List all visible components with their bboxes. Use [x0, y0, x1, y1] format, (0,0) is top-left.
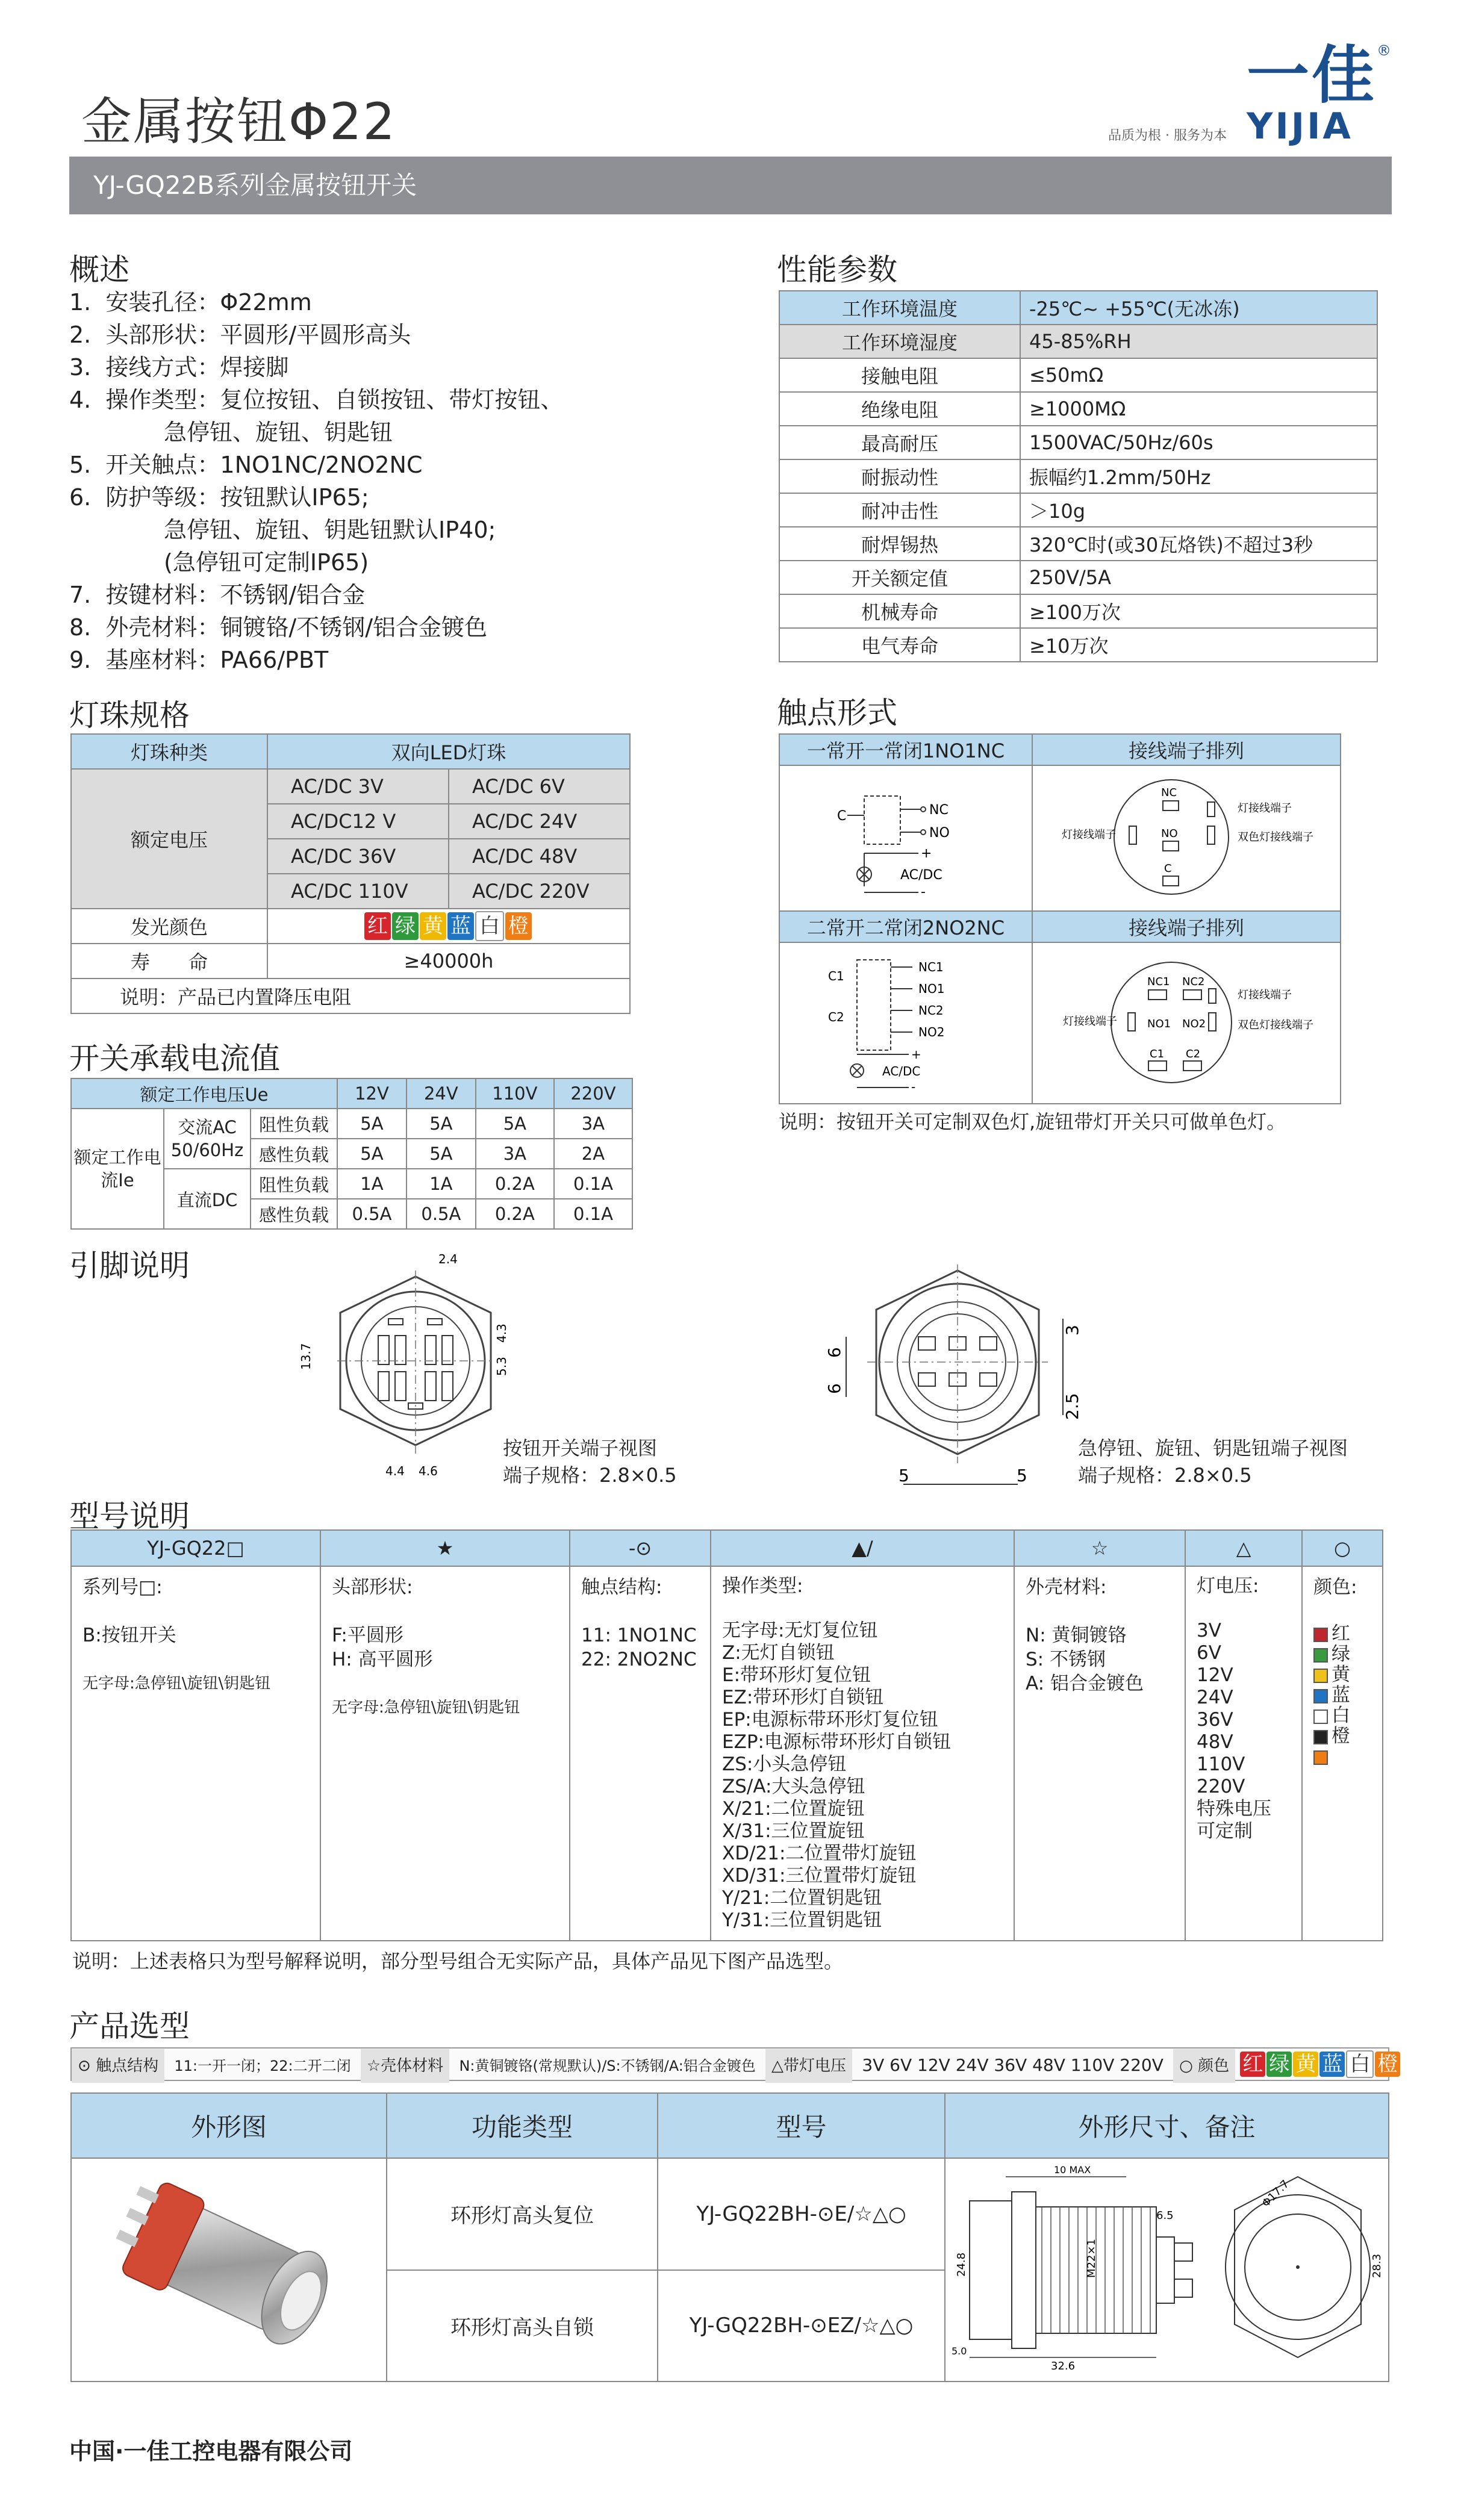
legend-contact-label: 触点结构 — [96, 2057, 159, 2075]
lbl-plus: + — [911, 1047, 921, 1062]
color-swatch: 绿 — [392, 912, 419, 940]
lbl-c2: C2 — [828, 1010, 844, 1024]
perf-key: 电气寿命 — [779, 628, 1020, 662]
model-line: Y/21:二位置钥匙钮 — [722, 1887, 882, 1909]
led-volt: AC/DC 220V — [449, 874, 630, 909]
model-line: S: 不锈钢 — [1026, 1649, 1106, 1670]
model-color-label: 绿 — [1332, 1643, 1350, 1665]
perf-key: 工作环境温度 — [779, 291, 1020, 325]
performance-row — [779, 527, 1377, 561]
dim-label: 4.4 — [385, 1464, 405, 1478]
color-square-icon — [1313, 1648, 1328, 1663]
led-volt: AC/DC 3V — [267, 769, 449, 804]
model-head: ☆ — [1014, 1530, 1185, 1566]
dim-label: 6 — [824, 1383, 844, 1394]
model-title: 型号说明 — [69, 1499, 190, 1534]
perf-value: 45-85%RH — [1020, 325, 1377, 358]
overview-item: 1. 安装孔径：Φ22mm — [69, 289, 312, 316]
color-square-icon — [1313, 1689, 1328, 1703]
sel-func: 环形灯高头自锁 — [387, 2270, 658, 2382]
model-line: ZS/A:大头急停钮 — [722, 1776, 865, 1797]
lbl-c: C — [1164, 862, 1172, 875]
current-cell: 3A — [554, 1109, 632, 1139]
performance-row — [779, 325, 1377, 358]
pins-title: 引脚说明 — [69, 1248, 190, 1283]
performance-row — [779, 594, 1377, 628]
model-line: 头部形状: — [332, 1576, 413, 1598]
model-color-item — [1313, 1644, 1371, 1664]
model-line: EP:电源标带环形灯复位钮 — [722, 1709, 938, 1731]
dim-label: 5 — [1017, 1466, 1027, 1486]
legend-color: ○ 颜色 — [1173, 2049, 1235, 2083]
performance-row — [779, 291, 1377, 325]
led-life-value: ≥40000h — [267, 944, 630, 978]
model-color-item — [1313, 1623, 1371, 1644]
lbl-c1: C1 — [1150, 1048, 1165, 1060]
model-line: 系列号□: — [83, 1576, 163, 1598]
performance-row — [779, 493, 1377, 527]
model-line — [722, 1598, 1003, 1620]
model-line: F:平圆形 — [332, 1625, 403, 1646]
performance-row — [779, 358, 1377, 392]
perf-value: ≤50mΩ — [1020, 358, 1377, 392]
current-cell: 0.5A — [337, 1199, 407, 1229]
model-contact-column — [570, 1566, 711, 1941]
lbl-no1: NO1 — [918, 982, 945, 996]
lbl-dual: 双色灯接线端子 — [1238, 831, 1313, 844]
model-line: ZS:小头急停钮 — [722, 1753, 847, 1775]
contact-terminal-header: 接线端子排列 — [1032, 734, 1341, 765]
led-rated-label: 额定电压 — [71, 769, 267, 909]
current-rated-label: 额定工作电流Ie — [71, 1109, 164, 1229]
perf-value: 1500VAC/50Hz/60s — [1020, 426, 1377, 459]
model-line: 6V — [1197, 1642, 1221, 1664]
model-line — [581, 1599, 699, 1623]
perf-value: -25℃~ +55℃(无冰冻) — [1020, 291, 1377, 325]
model-line: 220V — [1197, 1776, 1245, 1797]
current-cell: 0.5A — [407, 1199, 476, 1229]
current-ac-label: 交流AC 50/60Hz — [164, 1109, 251, 1169]
color-swatch: 黄 — [1293, 2052, 1318, 2077]
contact-1no1nc-header: 一常开一常闭1NO1NC — [779, 734, 1032, 765]
model-line: 24V — [1197, 1687, 1233, 1708]
model-line: 12V — [1197, 1664, 1233, 1686]
model-line: 外壳材料: — [1026, 1576, 1107, 1598]
perf-key: 接触电阻 — [779, 358, 1020, 392]
overview-item: 3. 接线方式：焊接脚 — [69, 354, 289, 381]
lbl-lamp: 灯接线端子 — [1238, 989, 1292, 1001]
perf-key: 开关额定值 — [779, 561, 1020, 594]
current-load-label: 感性负载 — [251, 1139, 337, 1169]
led-life-label: 寿 命 — [71, 944, 267, 978]
sel-head: 功能类型 — [387, 2093, 658, 2158]
led-table — [70, 733, 631, 1014]
overview-item: (急停钮可定制IP65) — [69, 549, 369, 576]
model-line: XD/31:三位置带灯旋钮 — [722, 1865, 917, 1887]
model-line: 22: 2NO2NC — [581, 1649, 697, 1670]
model-line — [1197, 1598, 1291, 1620]
led-color-label: 发光颜色 — [71, 909, 267, 944]
model-color-item — [1313, 1705, 1371, 1726]
model-line: Y/31:三位置钥匙钮 — [722, 1909, 882, 1931]
model-line: 无字母:急停钮\旋钮\钥匙钮 — [83, 1675, 271, 1693]
page-title: 金属按钮Φ22 — [81, 92, 397, 151]
dim-label: 5 — [899, 1466, 909, 1486]
pins-spec-1: 端子规格：2.8×0.5 — [503, 1464, 677, 1487]
current-cell: 5A — [337, 1139, 407, 1169]
model-line: Z:无灯自锁钮 — [722, 1642, 835, 1664]
overview-item: 6. 防护等级：按钮默认IP65; — [69, 484, 369, 511]
model-line: A: 铝合金镀色 — [1026, 1673, 1144, 1694]
led-volt: AC/DC 6V — [449, 769, 630, 804]
dim-label: Φ17.7 — [1259, 2177, 1292, 2210]
model-line: 特殊电压 — [1197, 1798, 1271, 1820]
dim-label: 24.8 — [955, 2252, 968, 2277]
model-line: 无字母:急停钮\旋钮\钥匙钮 — [332, 1699, 520, 1717]
current-volt: 220V — [554, 1078, 632, 1109]
color-swatch: 红 — [364, 912, 391, 940]
model-line: X/21:二位置旋钮 — [722, 1798, 865, 1820]
lbl-minus: - — [911, 1080, 916, 1094]
current-cell: 0.1A — [554, 1169, 632, 1199]
pins-caption-2: 急停钮、旋钮、钥匙钮端子视图 — [1078, 1437, 1348, 1460]
sel-head: 型号 — [658, 2093, 945, 2158]
led-kind-header: 双向LED灯珠 — [267, 734, 630, 769]
current-volt: 24V — [407, 1078, 476, 1109]
dim-label: 2.5 — [1062, 1393, 1082, 1420]
current-cell: 3A — [476, 1139, 554, 1169]
lbl-no: NO — [929, 826, 950, 841]
product-photo-cell — [71, 2158, 387, 2382]
color-swatch: 黄 — [420, 912, 446, 940]
lbl-acdc: AC/DC — [882, 1064, 921, 1078]
sel-model: YJ-GQ22BH-⊙E/☆△○ — [658, 2158, 945, 2270]
pins-spec-2: 端子规格：2.8×0.5 — [1078, 1464, 1252, 1487]
model-color-item — [1313, 1726, 1371, 1746]
current-cell: 1A — [407, 1169, 476, 1199]
model-line: EZP:电源标带环形灯自锁钮 — [722, 1731, 951, 1753]
model-line: 触点结构: — [581, 1576, 662, 1598]
model-color-label: 黄 — [1332, 1664, 1350, 1685]
model-line — [83, 1647, 309, 1672]
current-dc-label: 直流DC — [164, 1169, 251, 1229]
circuit-2no2nc-diagram — [780, 943, 1032, 1101]
contacts-table — [779, 733, 1341, 1104]
logo-reg: ® — [1377, 42, 1391, 59]
overview-item: 8. 外壳材料：铜镀铬/不锈钢/铝合金镀色 — [69, 614, 488, 641]
led-volt: AC/DC 36V — [267, 839, 449, 874]
model-line: 36V — [1197, 1709, 1233, 1731]
current-load-label: 阻性负载 — [251, 1169, 337, 1199]
model-head: -⊙ — [570, 1530, 711, 1566]
model-line: 3V — [1197, 1620, 1221, 1641]
color-swatch: 白 — [475, 911, 504, 941]
lbl-lamp: 灯接线端子 — [1063, 1015, 1117, 1028]
model-line: 110V — [1197, 1753, 1245, 1775]
logo-en: YIJIA — [1247, 105, 1353, 148]
dim-label: 28.3 — [1371, 2253, 1383, 2278]
model-line: N: 黄铜镀铬 — [1026, 1625, 1127, 1646]
contacts-title: 触点形式 — [777, 695, 897, 730]
lbl-nc2: NC2 — [918, 1003, 944, 1018]
terminal-1no1nc-diagram — [1033, 766, 1340, 908]
model-line: 无字母:无灯复位钮 — [722, 1620, 878, 1641]
overview-list — [69, 286, 762, 676]
lbl-nc1: NC1 — [1147, 975, 1170, 988]
color-swatch: 绿 — [1266, 2052, 1292, 2077]
led-title: 灯珠规格 — [69, 698, 190, 733]
lbl-c: C — [837, 809, 847, 824]
model-shell-column — [1014, 1566, 1185, 1941]
led-volt: AC/DC12 V — [267, 804, 449, 839]
overview-item: 2. 头部形状：平圆形/平圆形高头 — [69, 322, 411, 348]
model-line: 灯电压: — [1197, 1575, 1259, 1597]
led-volt: AC/DC 24V — [449, 804, 630, 839]
led-type-header: 灯珠种类 — [71, 734, 267, 769]
contacts-note: 说明：按钮开关可定制双色灯,旋钮带灯开关只可做单色灯。 — [779, 1110, 1286, 1133]
brand-logo — [1247, 39, 1391, 148]
model-line — [332, 1599, 558, 1623]
slogan: 品质为根 · 服务为本 — [1108, 128, 1227, 143]
current-load-label: 感性负载 — [251, 1199, 337, 1229]
legend-color-swatches — [1240, 2052, 1401, 2076]
dim-label: 3 — [1062, 1325, 1082, 1336]
dim-label: 32.6 — [1051, 2360, 1076, 2372]
led-note: 说明：产品已内置降压电阻 — [71, 978, 630, 1013]
sel-head: 外形尺寸、备注 — [945, 2093, 1389, 2158]
color-square-icon — [1313, 1730, 1328, 1744]
model-head: YJ-GQ22□ — [71, 1530, 320, 1566]
perf-key: 最高耐压 — [779, 426, 1020, 459]
series-banner: YJ-GQ22B系列金属按钮开关 — [69, 157, 1392, 214]
current-cell: 0.2A — [476, 1199, 554, 1229]
model-line — [1026, 1599, 1174, 1623]
perf-key: 耐冲击性 — [779, 493, 1020, 527]
legend-lamp-label: △带灯电压 — [765, 2049, 852, 2083]
color-swatch: 橙 — [505, 912, 532, 940]
lbl-no: NO — [1161, 827, 1178, 840]
model-line: XD/21:二位置带灯旋钮 — [722, 1843, 917, 1864]
dim-label: 6 — [824, 1347, 844, 1358]
lbl-nc: NC — [929, 803, 949, 818]
current-cell: 2A — [554, 1139, 632, 1169]
led-color-swatches — [267, 909, 630, 944]
logo-cn: 一佳 — [1247, 39, 1377, 112]
model-line: EZ:带环形灯自锁钮 — [722, 1687, 884, 1708]
perf-value: 振幅约1.2mm/50Hz — [1020, 459, 1377, 493]
model-head-shape-column — [320, 1566, 570, 1941]
dim-label: 5.3 — [494, 1357, 509, 1376]
legend-contact-value: 11:一开一闭；22:二开二闭 — [174, 2058, 351, 2074]
legend-shell-label: ☆壳体材料 — [361, 2049, 449, 2083]
lbl-lamp: 灯接线端子 — [1238, 802, 1292, 815]
color-swatch: 橙 — [1375, 2052, 1400, 2077]
overview-item: 4. 操作类型：复位按钮、自锁按钮、带灯按钮、 — [69, 387, 564, 413]
lbl-c1: C1 — [828, 969, 844, 983]
perf-key: 绝缘电阻 — [779, 392, 1020, 426]
current-volt: 110V — [476, 1078, 554, 1109]
lbl-lamp: 灯接线端子 — [1062, 829, 1116, 841]
legend-color-label: 颜色 — [1198, 2057, 1230, 2075]
contact-terminal-header: 接线端子排列 — [1032, 911, 1341, 942]
lbl-nc2: NC2 — [1182, 975, 1205, 988]
perf-value: ＞10g — [1020, 493, 1377, 527]
overview-item: 5. 开关触点：1NO1NC/2NO2NC — [69, 452, 423, 478]
performance-row — [779, 459, 1377, 493]
model-line: H: 高平圆形 — [332, 1649, 433, 1670]
model-color-label: 白 — [1332, 1705, 1350, 1726]
model-line: X/31:三位置旋钮 — [722, 1820, 865, 1842]
current-cell: 0.1A — [554, 1199, 632, 1229]
overview-title: 概述 — [69, 252, 129, 287]
performance-title: 性能参数 — [777, 252, 897, 287]
model-lamp-voltage-column — [1185, 1566, 1302, 1941]
model-color-item — [1313, 1685, 1371, 1705]
color-swatch: 蓝 — [447, 912, 474, 940]
lbl-minus: - — [921, 885, 926, 900]
current-cell: 5A — [407, 1139, 476, 1169]
model-color-item — [1313, 1746, 1371, 1767]
model-head: ★ — [320, 1530, 570, 1566]
current-cell: 1A — [337, 1169, 407, 1199]
lbl-plus: + — [921, 846, 932, 861]
dim-label: 5.0 — [952, 2345, 967, 2357]
current-cell: 5A — [337, 1109, 407, 1139]
model-line — [83, 1599, 309, 1623]
color-square-icon — [1313, 1628, 1328, 1642]
led-volt: AC/DC 110V — [267, 874, 449, 909]
model-color-item — [1313, 1664, 1371, 1685]
model-line — [332, 1672, 558, 1696]
model-line: 48V — [1197, 1731, 1233, 1753]
performance-table — [779, 290, 1378, 662]
overview-item: 急停钮、旋钮、钥匙钮 — [69, 419, 393, 446]
perf-key: 耐振动性 — [779, 459, 1020, 493]
contact-2no2nc-header: 二常开二常闭2NO2NC — [779, 911, 1032, 942]
current-load-label: 阻性负载 — [251, 1109, 337, 1139]
lbl-no2: NO2 — [1182, 1018, 1206, 1030]
model-color-label: 蓝 — [1332, 1684, 1350, 1706]
dim-label: M22×1 — [1085, 2239, 1098, 2278]
perf-key: 工作环境湿度 — [779, 325, 1020, 358]
dimension-drawing — [945, 2159, 1388, 2375]
dim-label: 4.3 — [494, 1324, 509, 1343]
circuit-1no1nc-diagram — [780, 766, 1032, 908]
lbl-no1: NO1 — [1147, 1018, 1171, 1030]
current-title: 开关承载电流值 — [69, 1041, 280, 1076]
model-head: △ — [1185, 1530, 1302, 1566]
dim-label: 6.5 — [1156, 2209, 1174, 2222]
sel-func: 环形灯高头复位 — [387, 2158, 658, 2270]
dim-label: 4.6 — [419, 1464, 438, 1478]
emergency-terminal-view — [819, 1252, 1096, 1493]
pins-caption-1: 按钮开关端子视图 — [503, 1437, 658, 1460]
footer-company: 中国·一佳工控电器有限公司 — [69, 2438, 353, 2465]
model-note: 说明：上述表格只为型号解释说明，部分型号组合无实际产品，具体产品见下图产品选型。 — [72, 1950, 844, 1973]
model-color-title: 颜色: — [1313, 1576, 1357, 1598]
perf-key: 耐焊锡热 — [779, 527, 1020, 561]
terminal-2no2nc-diagram — [1033, 943, 1340, 1101]
color-square-icon — [1313, 1669, 1328, 1683]
dim-label: 13.7 — [299, 1343, 313, 1370]
current-volt: 12V — [337, 1078, 407, 1109]
selection-legend-bar — [70, 2047, 1398, 2081]
perf-value: 320℃时(或30瓦烙铁)不超过3秒 — [1020, 527, 1377, 561]
model-color-column — [1302, 1566, 1383, 1941]
model-table — [70, 1529, 1383, 1941]
perf-value: ≥100万次 — [1020, 594, 1377, 628]
model-line: B:按钮开关 — [83, 1625, 176, 1646]
color-square-icon — [1313, 1710, 1328, 1724]
model-color-label: 橙 — [1332, 1725, 1350, 1747]
perf-key: 机械寿命 — [779, 594, 1020, 628]
legend-contact: ⊙ 触点结构 — [72, 2049, 164, 2083]
led-volt: AC/DC 48V — [449, 839, 630, 874]
lbl-c2: C2 — [1186, 1048, 1201, 1060]
overview-item: 7. 按键材料：不锈钢/铝合金 — [69, 582, 366, 608]
performance-row — [779, 426, 1377, 459]
perf-value: ≥10万次 — [1020, 628, 1377, 662]
color-swatch: 红 — [1240, 2052, 1265, 2077]
lbl-nc: NC — [1161, 786, 1177, 799]
color-swatch: 蓝 — [1319, 2052, 1345, 2077]
model-line: 11: 1NO1NC — [581, 1625, 697, 1646]
selection-title: 产品选型 — [69, 2009, 190, 2044]
perf-value: 250V/5A — [1020, 561, 1377, 594]
dim-label: 2.4 — [438, 1252, 458, 1266]
model-line: 操作类型: — [722, 1575, 803, 1597]
color-square-icon — [1313, 1750, 1328, 1765]
legend-shell-value: N:黄铜镀铬(常规默认)/S:不锈钢/A:铝合金镀色 — [459, 2058, 756, 2074]
legend-lamp-values: 3V 6V 12V 24V 36V 48V 110V 220V — [862, 2055, 1164, 2075]
model-head: ▲/ — [711, 1530, 1014, 1566]
product-photo — [72, 2159, 385, 2375]
model-line: 可定制 — [1197, 1820, 1253, 1842]
model-line: E:带环形灯复位钮 — [722, 1664, 871, 1686]
model-series-column — [71, 1566, 320, 1941]
sel-head: 外形图 — [71, 2093, 387, 2158]
performance-row — [779, 561, 1377, 594]
current-cell: 5A — [476, 1109, 554, 1139]
current-cell: 5A — [407, 1109, 476, 1139]
overview-item: 9. 基座材料：PA66/PBT — [69, 647, 329, 673]
current-header: 额定工作电压Ue — [71, 1078, 337, 1109]
performance-row — [779, 628, 1377, 662]
perf-value: ≥1000MΩ — [1020, 392, 1377, 426]
dim-label: 10 MAX — [1054, 2164, 1091, 2176]
current-table — [70, 1078, 633, 1230]
model-head: ○ — [1302, 1530, 1383, 1566]
lbl-acdc: AC/DC — [900, 868, 942, 883]
lbl-dual: 双色灯接线端子 — [1238, 1019, 1313, 1031]
color-swatch: 白 — [1346, 2050, 1374, 2078]
lbl-no2: NO2 — [918, 1025, 945, 1039]
sel-model: YJ-GQ22BH-⊙EZ/☆△○ — [658, 2270, 945, 2382]
current-cell: 0.2A — [476, 1169, 554, 1199]
lbl-nc1: NC1 — [918, 960, 944, 974]
model-color-label: 红 — [1332, 1623, 1350, 1644]
model-operation-column — [711, 1566, 1014, 1941]
selection-table — [70, 2092, 1389, 2382]
dimension-drawing-cell — [945, 2158, 1389, 2382]
overview-item: 急停钮、旋钮、钥匙钮默认IP40; — [69, 517, 496, 543]
performance-row — [779, 392, 1377, 426]
